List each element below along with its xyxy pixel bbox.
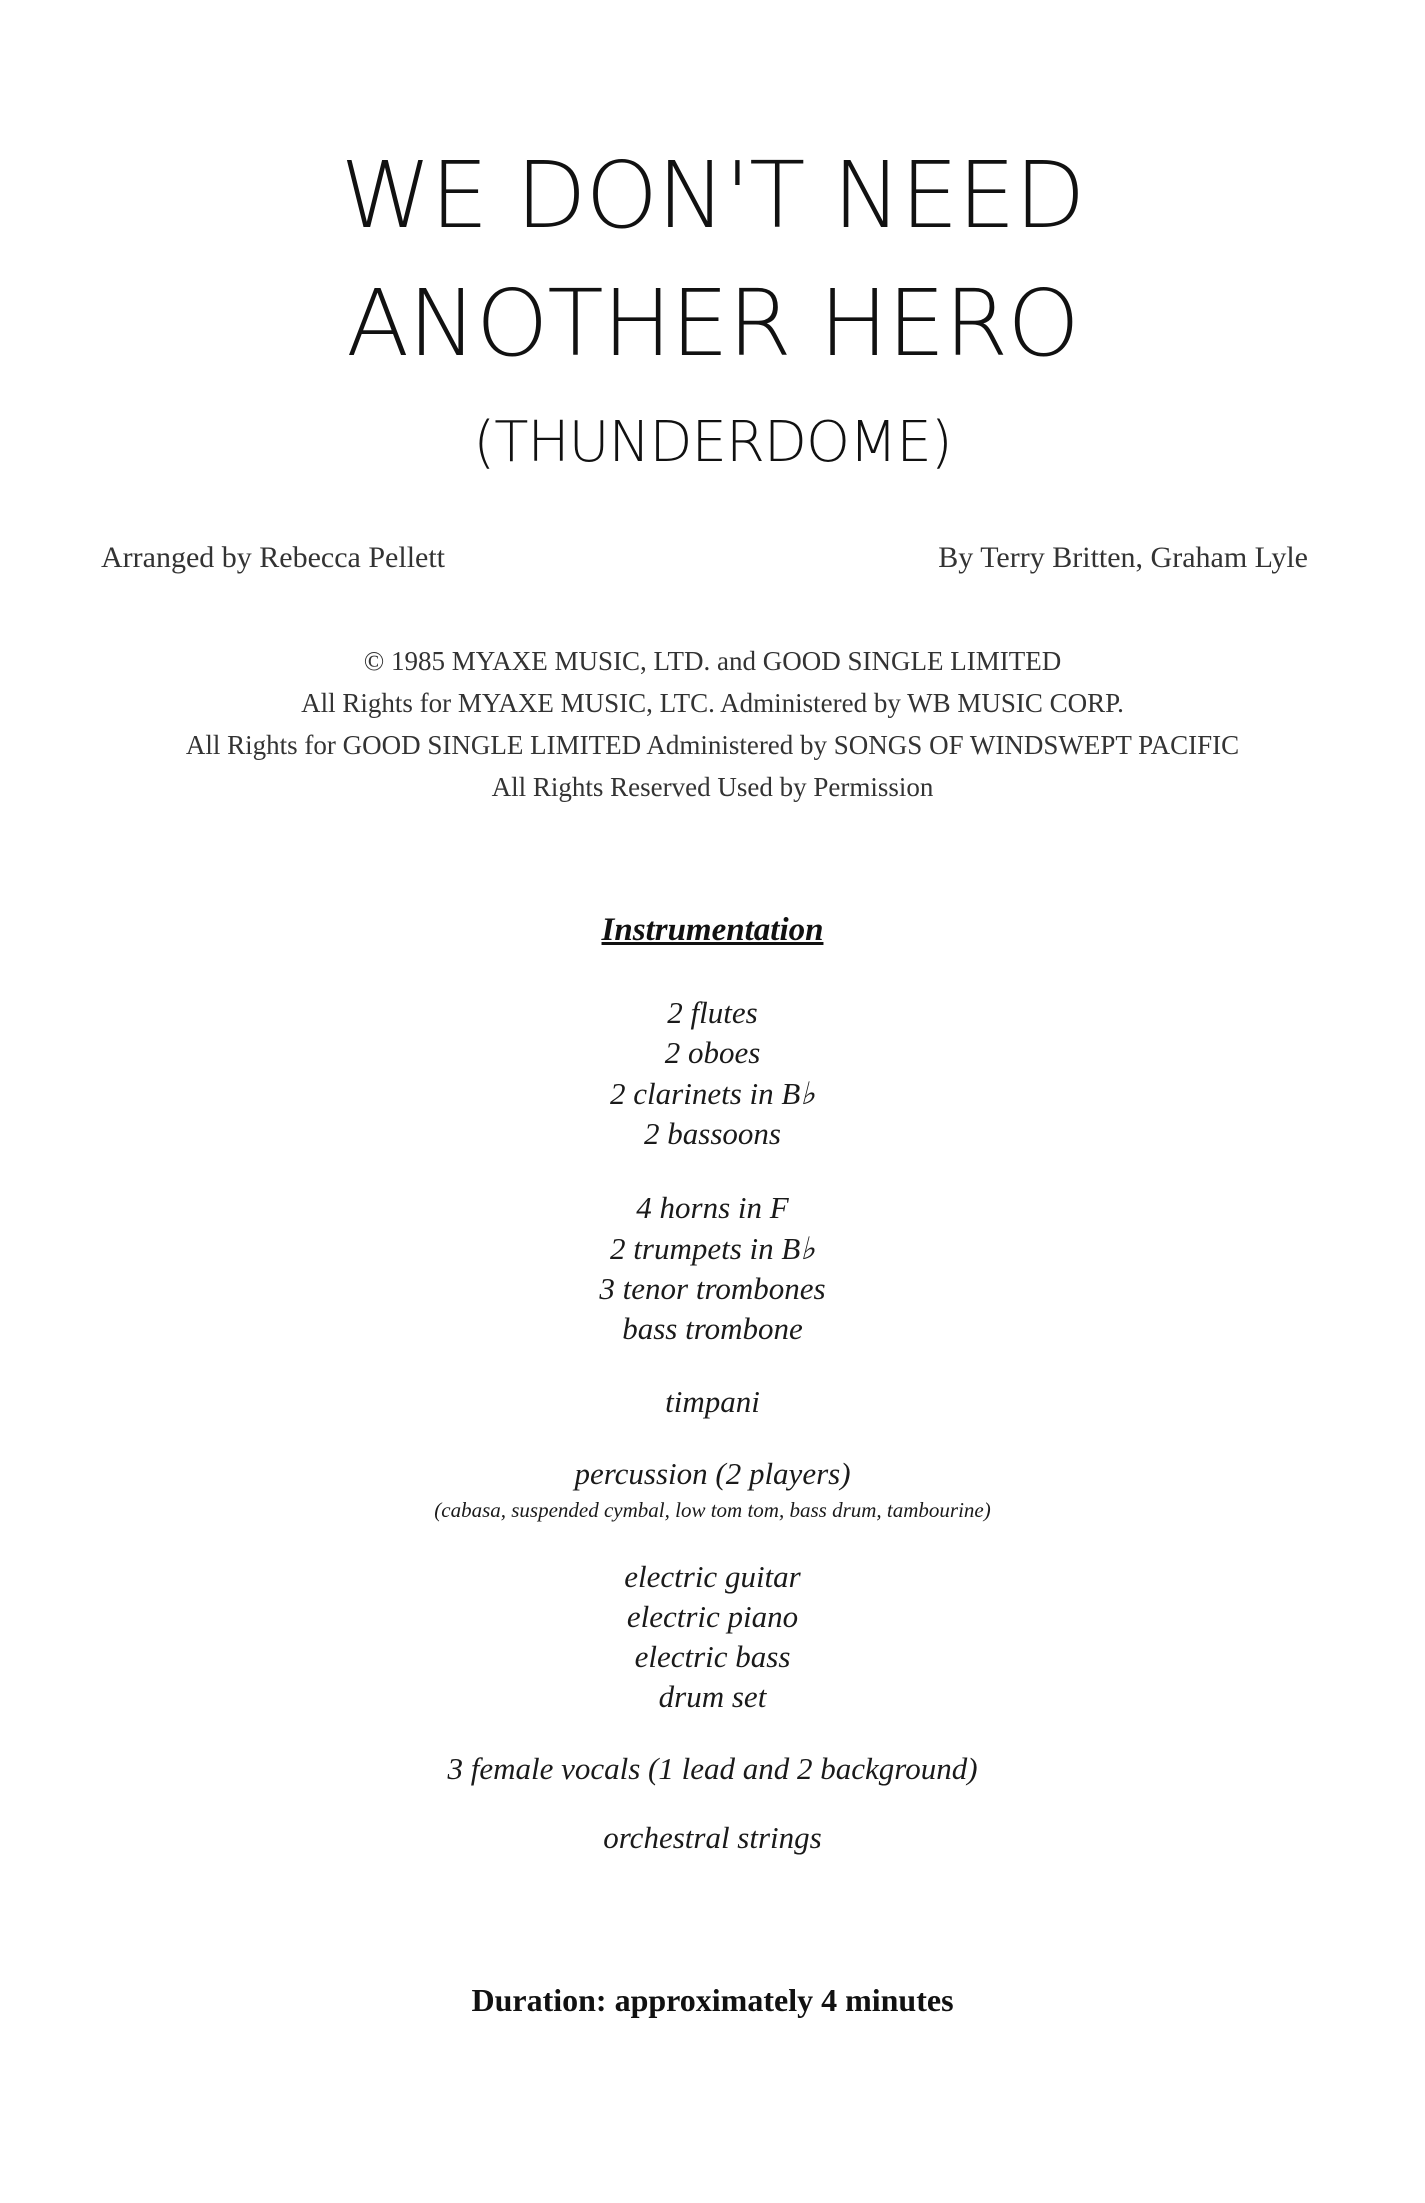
instrumentation-heading: Instrumentation <box>601 912 824 948</box>
percussion-detail: (cabasa, suspended cymbal, low tom tom, bass drum, tambourine) <box>434 1498 991 1522</box>
title-line-2: ANOTHER HERO <box>346 270 1079 377</box>
instrument-item: 2 clarinets in B♭ <box>610 1076 815 1111</box>
instrument-item: 3 tenor trombones <box>599 1271 826 1306</box>
instrument-item: 4 horns in F <box>636 1190 789 1225</box>
title-line-1: WE DON'T NEED <box>340 142 1085 249</box>
instrument-item: drum set <box>658 1679 767 1714</box>
instrument-item: timpani <box>665 1384 760 1419</box>
instrument-item: 2 bassoons <box>644 1116 781 1151</box>
subtitle: (THUNDERDOME) <box>473 410 952 475</box>
copyright-line: All Rights for GOOD SINGLE LIMITED Administered by SONGS OF WINDSWEPT PACIFIC <box>185 730 1240 760</box>
composer-credit: By Terry Britten, Graham Lyle <box>938 541 1308 574</box>
copyright-line: All Rights Reserved Used by Permission <box>491 772 934 802</box>
copyright-line: All Rights for MYAXE MUSIC, LTC. Administered by WB MUSIC CORP. <box>301 688 1124 718</box>
instrument-item: electric guitar <box>624 1559 801 1594</box>
copyright-line: © 1985 MYAXE MUSIC, LTD. and GOOD SINGLE LIMITED <box>363 646 1062 676</box>
arranger-credit: Arranged by Rebecca Pellett <box>101 541 446 574</box>
instrument-item: 3 female vocals (1 lead and 2 background) <box>447 1751 978 1786</box>
copyright-notice <box>0 640 1425 808</box>
instrument-item: 2 flutes <box>667 995 758 1030</box>
instrument-item: percussion (2 players) <box>574 1456 851 1491</box>
duration: Duration: approximately 4 minutes <box>471 1982 954 2018</box>
instrument-item: 2 trumpets in B♭ <box>610 1231 815 1266</box>
instrument-item: bass trombone <box>622 1311 803 1346</box>
instrument-item: electric piano <box>626 1599 799 1634</box>
instrument-item: 2 oboes <box>664 1035 761 1070</box>
instrument-item: electric bass <box>634 1639 791 1674</box>
instrument-item: orchestral strings <box>603 1820 822 1855</box>
